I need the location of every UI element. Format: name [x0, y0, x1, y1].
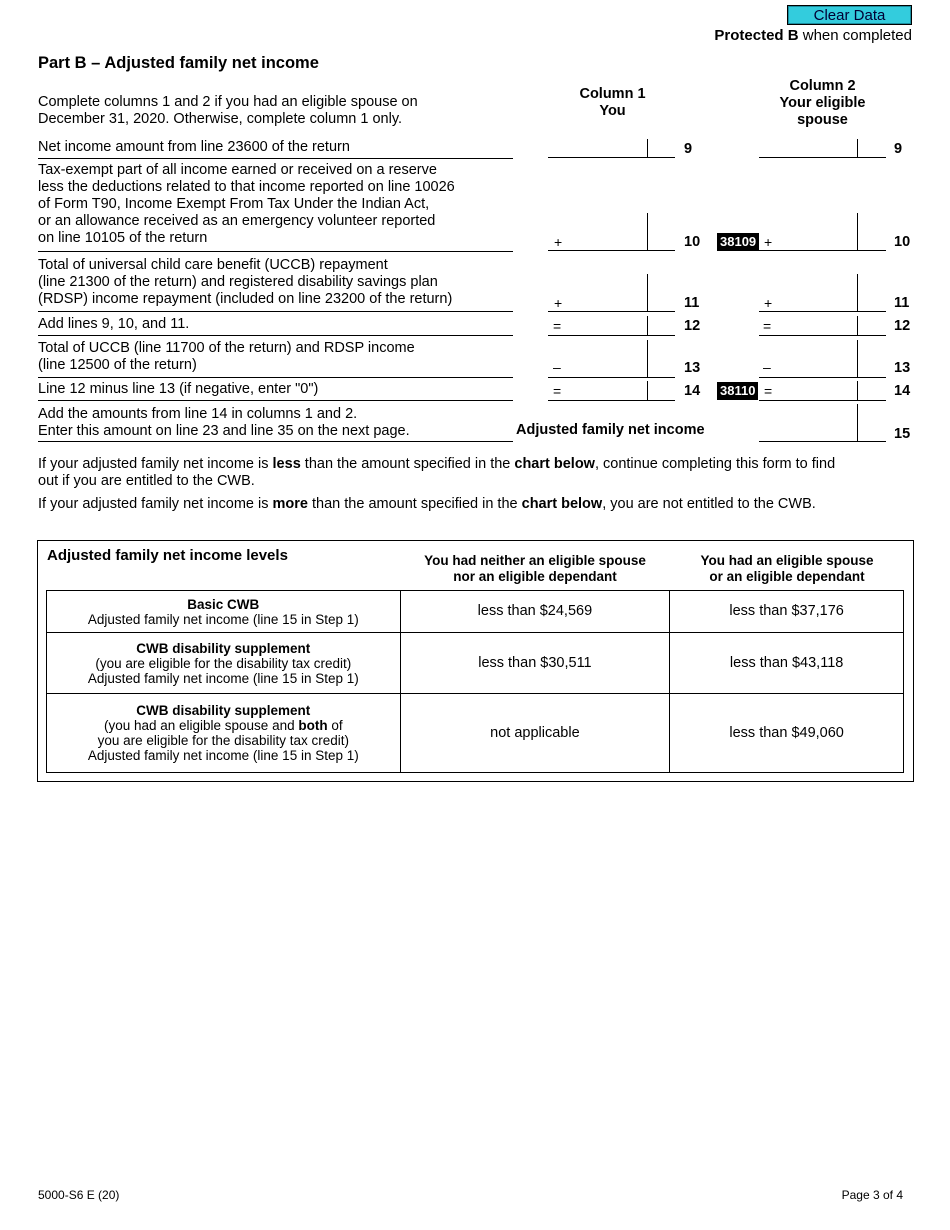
line-11-col1-field[interactable] [548, 311, 675, 312]
field-code-badge: 38110 [717, 382, 758, 400]
line-14-description: Line 12 minus line 13 (if negative, enter "0") [38, 381, 319, 397]
line-12-description: Add lines 9, 10, and 11. [38, 316, 190, 332]
line-12-col2-field[interactable] [759, 335, 886, 336]
line-10-col2-field[interactable] [759, 250, 886, 251]
field-divider [857, 139, 858, 158]
table-cell: less than $43,118 [670, 633, 904, 694]
line-number: 10 [684, 234, 701, 250]
plus-sign: + [554, 234, 563, 250]
table-cell: less than $37,176 [670, 591, 904, 633]
line-12-col1-field[interactable] [548, 335, 675, 336]
page-number: Page 3 of 4 [841, 1188, 903, 1202]
line-14-col1-field[interactable] [548, 400, 675, 401]
field-divider [857, 274, 858, 311]
row-label: CWB disability supplement (you had an eligible spouse and both of you are eligible for the disability tax credit) Adjusted family net income (line 15 in Step 1) [47, 694, 401, 773]
instruction-more: If your adjusted family net income is more than the amount specified in the chart below, you are not entitled to the CWB. [38, 496, 816, 512]
row-divider [38, 251, 513, 252]
line-9-col2-field[interactable] [759, 157, 886, 158]
equals-sign: = [763, 318, 772, 334]
protected-notice: Protected B when completed [714, 27, 912, 44]
row-divider [38, 377, 513, 378]
chart-column-header: You had an eligible spouse or an eligible dependant [700, 553, 874, 584]
line-13-col2-field[interactable] [759, 377, 886, 378]
line-15-total-field[interactable] [759, 441, 886, 442]
line-13-col1-field[interactable] [548, 377, 675, 378]
table-cell: less than $49,060 [670, 694, 904, 773]
field-divider [857, 316, 858, 335]
plus-sign: + [764, 295, 773, 311]
line-9-col1-field[interactable] [548, 157, 675, 158]
line-number: 14 [684, 383, 701, 399]
field-code-badge: 38109 [717, 233, 759, 251]
plus-sign: + [554, 295, 563, 311]
field-divider [647, 139, 648, 158]
line-13-description: Total of UCCB (line 11700 of the return) and RDSP income (line 12500 of the return) [38, 340, 415, 373]
line-number: 12 [894, 318, 911, 334]
field-divider [857, 381, 858, 400]
row-divider [38, 441, 513, 442]
part-title: Part B – Adjusted family net income [38, 54, 319, 72]
table-cell: not applicable [400, 694, 670, 773]
line-14-col2-field[interactable] [759, 400, 886, 401]
line-number: 13 [684, 360, 701, 376]
row-divider [38, 311, 513, 312]
row-divider [38, 400, 513, 401]
line-number: 14 [894, 383, 911, 399]
minus-sign: – [553, 359, 561, 375]
line-10-description: Tax-exempt part of all income earned or received on a reserve less the deductions related to that income reported on line 10026 of Form T90, Income Exempt From Tax Under the Indian Act, or an allowance received as an emergency volunteer reported on line 10105 of the return [38, 162, 455, 246]
line-11-description: Total of universal child care benefit (UCCB) repayment (line 21300 of the return) and registered disability savings plan (RDSP) income repayment (included on line 23200 of the return) [38, 257, 453, 307]
field-divider [857, 340, 858, 377]
line-number: 15 [894, 426, 911, 442]
chart-column-header: You had neither an eligible spouse nor an eligible dependant [424, 553, 646, 584]
row-label: Basic CWB Adjusted family net income (line 15 in Step 1) [47, 591, 401, 633]
field-divider [647, 381, 648, 400]
equals-sign: = [764, 383, 773, 399]
field-divider [857, 404, 858, 441]
form-number: 5000-S6 E (20) [38, 1188, 120, 1202]
instruction-less: If your adjusted family net income is less than the amount specified in the chart below, continue completing this form to find out if you are entitled to the CWB. [38, 456, 836, 489]
table-cell: less than $24,569 [400, 591, 670, 633]
equals-sign: = [553, 318, 562, 334]
row-divider [38, 158, 513, 159]
line-15-description: Add the amounts from line 14 in columns 1 and 2. Enter this amount on line 23 and line 35 on the next page. [38, 406, 410, 439]
clear-data-button[interactable]: Clear Data [787, 5, 912, 25]
table-row [47, 694, 904, 773]
line-9-description: Net income amount from line 23600 of the return [38, 139, 350, 155]
column-1-header: Column 1 You [579, 86, 646, 119]
chart-title: Adjusted family net income levels [47, 547, 288, 564]
row-label: CWB disability supplement (you are eligible for the disability tax credit) Adjusted family net income (line 15 in Step 1) [47, 633, 401, 694]
field-divider [647, 340, 648, 377]
field-divider [647, 316, 648, 335]
line-number: 10 [894, 234, 911, 250]
income-levels-table [46, 590, 904, 773]
table-cell: less than $30,511 [400, 633, 670, 694]
row-divider [38, 335, 513, 336]
line-11-col2-field[interactable] [759, 311, 886, 312]
field-divider [647, 274, 648, 311]
line-number: 9 [684, 141, 693, 157]
line-number: 13 [894, 360, 911, 376]
plus-sign: + [764, 234, 773, 250]
table-row [47, 591, 904, 633]
line-number: 12 [684, 318, 701, 334]
table-row [47, 633, 904, 694]
intro-text: Complete columns 1 and 2 if you had an eligible spouse on December 31, 2020. Otherwise, complete column 1 only. [38, 94, 418, 127]
field-divider [647, 213, 648, 251]
equals-sign: = [553, 383, 562, 399]
line-number: 11 [894, 295, 910, 311]
minus-sign: – [763, 359, 771, 375]
column-2-header: Column 2 Your eligible spouse [779, 78, 866, 128]
adjusted-family-net-income-label: Adjusted family net income [516, 422, 705, 438]
line-number: 11 [684, 295, 700, 311]
line-number: 9 [894, 141, 903, 157]
field-divider [857, 213, 858, 251]
line-10-col1-field[interactable] [548, 250, 675, 251]
